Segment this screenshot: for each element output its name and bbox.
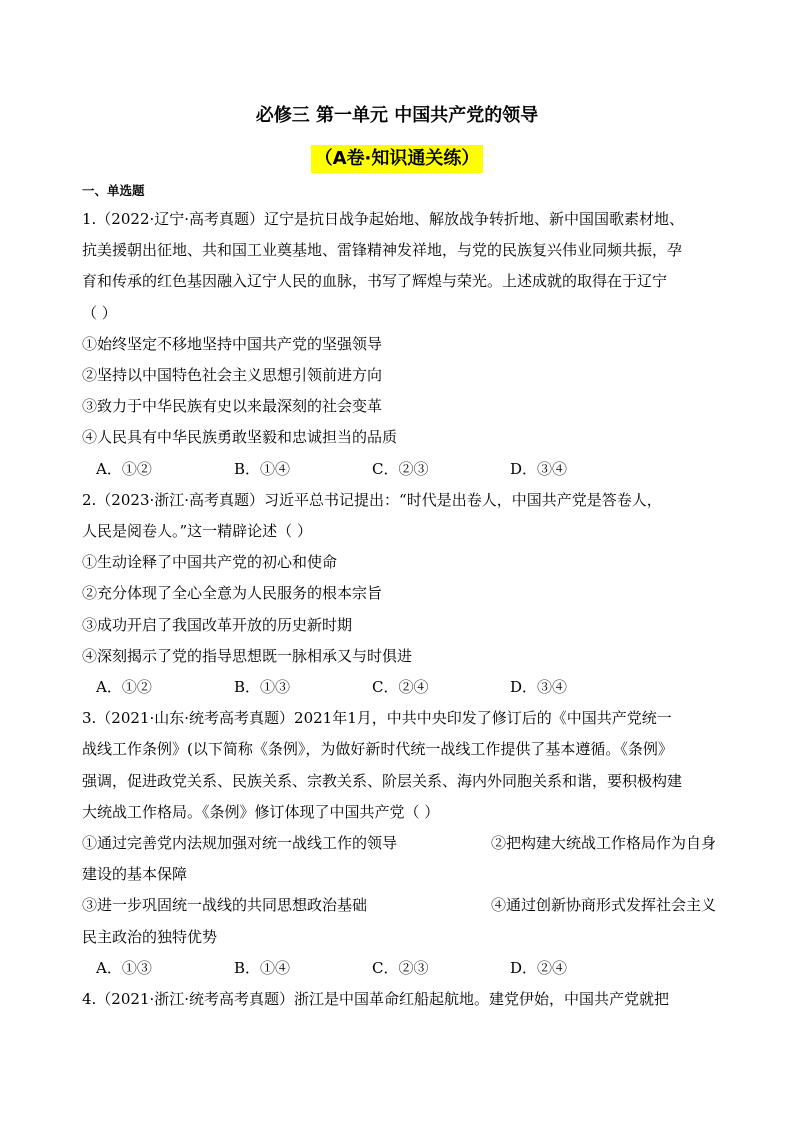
question-2-item-4: ④深刻揭示了党的指导思想既一脉相承又与时俱进 [82,646,413,665]
question-3-line-4: 大统战工作格局。《条例》修订体现了中国共产党（ ） [82,802,440,821]
question-1-line-4: （ ） [82,303,117,322]
question-2-option-c[interactable]: C．②④ [372,678,429,697]
question-3-line-1: 3.（2021·山东·统考高考真题）2021年1月，中共中央印发了修订后的《中国共产党统一 [82,709,672,728]
question-1-item-4: ④人民具有中华民族勇敢坚毅和忠诚担当的品质 [82,428,398,447]
question-2-option-b[interactable]: B．①③ [234,678,291,697]
question-3-option-b[interactable]: B．①④ [234,958,291,977]
question-4 [82,984,716,1015]
question-1-option-a[interactable]: A．①② [96,459,152,478]
question-3-item-4-cont: 民主政治的独特优势 [82,927,218,946]
question-2 [82,485,716,703]
question-3 [82,703,716,984]
page-subtitle: （A卷·知识通关练） [311,145,484,173]
question-3-item-2: ②把构建大统战工作格局作为自身 [490,834,716,853]
question-1-line-1: 1.（2022·辽宁·高考真题）辽宁是抗日战争起始地、解放战争转折地、新中国国歌素材地、 [82,210,685,228]
question-1-option-c[interactable]: C．②③ [372,459,429,478]
question-3-item-2-cont: 建设的基本保障 [82,865,188,884]
question-2-item-1: ①生动诠释了中国共产党的初心和使命 [82,553,338,572]
question-list [82,204,716,1015]
question-3-items-row-2 [82,890,716,921]
page-title: 必修三 第一单元 中国共产党的领导 [255,105,539,126]
question-2-option-a[interactable]: A．①② [96,678,152,697]
question-1-item-3: ③致力于中华民族有史以来最深刻的社会变革 [82,397,383,416]
question-2-line-2: 人民是阅卷人。”这一精辟论述（ ） [82,522,312,541]
question-3-line-2: 战线工作条例》(以下简称《条例》，为做好新时代统一战线工作提供了基本遵循。《条例》 [82,740,673,759]
question-1-options [82,454,716,485]
question-1-item-2: ②坚持以中国特色社会主义思想引领前进方向 [82,366,383,385]
question-3-item-4: ④通过创新协商形式发挥社会主义 [490,896,716,915]
question-3-line-3: 强调，促进政党关系、民族关系、宗教关系、阶层关系、海内外同胞关系和谐，要积极构建 [82,771,683,790]
question-1 [82,204,716,485]
question-3-item-3: ③进一步巩固统一战线的共同思想政治基础 [82,896,368,915]
question-1-option-b[interactable]: B．①④ [234,459,291,478]
section-heading: 一、单选题 [82,183,145,198]
question-3-option-c[interactable]: C．②③ [372,958,429,977]
question-3-items-row-1 [82,828,716,859]
question-4-line-1: 4.（2021·浙江·统考高考真题）浙江是中国革命红船起航地。建党伊始，中国共产党就把 [82,990,670,1009]
subtitle-container [0,145,794,173]
question-2-option-d[interactable]: D．③④ [510,678,568,697]
question-1-line-2: 抗美援朝出征地、共和国工业奠基地、雷锋精神发祥地，与党的民族复兴伟业同频共振，孕 [82,241,683,260]
question-2-line-1: 2.（2023·浙江·高考真题）习近平总书记提出：“时代是出卷人，中国共产党是答卷人， [82,490,662,509]
question-1-line-3: 育和传承的红色基因融入辽宁人民的血脉，书写了辉煌与荣光。上述成就的取得在于辽宁 [82,272,668,291]
question-3-options [82,953,716,984]
question-1-option-d[interactable]: D．③④ [510,459,568,478]
question-2-item-2: ②充分体现了全心全意为人民服务的根本宗旨 [82,584,383,603]
question-2-options [82,672,716,703]
question-3-option-a[interactable]: A．①③ [96,958,152,977]
question-3-item-1: ①通过完善党内法规加强对统一战线工作的领导 [82,834,398,853]
question-2-item-3: ③成功开启了我国改革开放的历史新时期 [82,615,353,634]
question-3-option-d[interactable]: D．②④ [510,958,568,977]
question-1-item-1: ①始终坚定不移地坚持中国共产党的坚强领导 [82,334,383,353]
